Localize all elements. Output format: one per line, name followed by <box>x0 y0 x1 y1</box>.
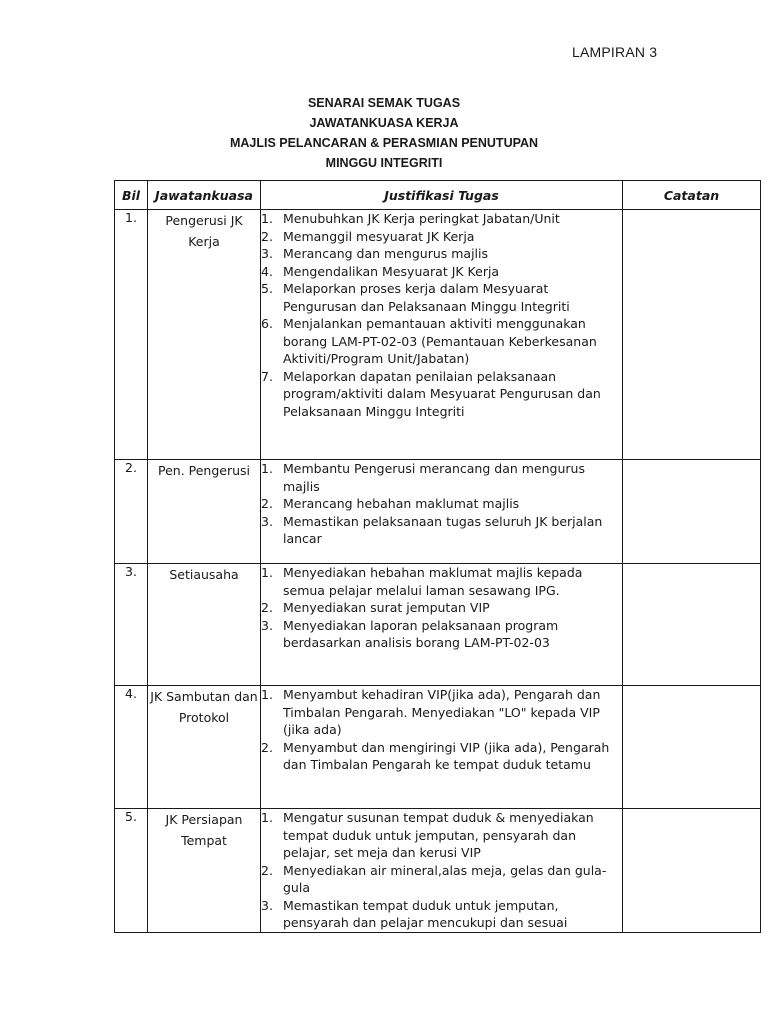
task-justification <box>261 210 623 460</box>
table-row <box>115 686 761 809</box>
row-number: 5. <box>115 809 148 933</box>
task-item: 1. Menyambut kehadiran VIP(jika ada), Pengarah dan Timbalan Pengarah. Menyediakan "LO" kepada VIP (jika ada) <box>261 687 601 737</box>
table-row <box>115 460 761 564</box>
row-number: 2. <box>115 460 148 564</box>
task-checklist-table <box>114 180 761 933</box>
task-item: 2. Menyambut dan mengiringi VIP (jika ada), Pengarah dan Timbalan Pengarah ke tempat duduk tetamu <box>261 739 610 772</box>
header-jawatankuasa: Jawatankuasa <box>148 181 261 210</box>
title-line-3: MAJLIS PELANCARAN & PERASMIAN PENUTUPAN <box>229 136 539 150</box>
task-justification <box>261 686 623 809</box>
notes-cell <box>623 210 761 460</box>
task-list <box>261 686 622 774</box>
task-item: 2. Merancang hebahan maklumat majlis <box>261 496 520 511</box>
task-item: 6. Menjalankan pemantauan aktiviti menggunakan borang LAM-PT-02-03 (Pemantauan Keberkesanan Aktiviti/Program Unit/Jabatan) <box>261 316 597 366</box>
row-number: 3. <box>115 564 148 686</box>
task-item: 3. Merancang dan mengurus majlis <box>261 246 489 261</box>
task-item: 3. Memastikan pelaksanaan tugas seluruh JK berjalan lancar <box>261 513 603 546</box>
task-item: 3. Menyediakan laporan pelaksanaan program berdasarkan analisis borang LAM-PT-02-03 <box>261 617 559 650</box>
task-item: 2. Menyediakan surat jemputan VIP <box>261 600 490 615</box>
task-item: 7. Melaporkan dapatan penilaian pelaksanaan program/aktiviti dalam Mesyuarat Pengurusan dan Pelaksanaan Minggu Integriti <box>261 368 601 419</box>
task-item: 2. Memanggil mesyuarat JK Kerja <box>261 228 475 244</box>
title-line-4: MINGGU INTEGRITI <box>325 156 443 170</box>
task-item: 2. Menyediakan air mineral,alas meja, gelas dan gula-gula <box>261 862 607 895</box>
notes-cell <box>623 686 761 809</box>
header-catatan: Catatan <box>623 181 761 210</box>
header-bil: Bil <box>115 181 148 210</box>
task-item: 1. Menubuhkan JK Kerja peringkat Jabatan/Unit <box>261 211 560 226</box>
table-row <box>115 809 761 933</box>
task-list <box>261 564 622 652</box>
title-line-2: JAWATANKUASA KERJA <box>309 116 459 130</box>
task-list <box>261 210 622 420</box>
notes-cell <box>623 460 761 564</box>
task-item: 1. Menyediakan hebahan maklumat majlis kepada semua pelajar melalui laman sesawang IPG. <box>261 565 583 598</box>
document-title <box>0 93 768 173</box>
task-justification <box>261 809 623 933</box>
appendix-label: LAMPIRAN 3 <box>572 44 658 60</box>
table-header-row <box>115 181 761 210</box>
row-number: 4. <box>115 686 148 809</box>
task-list <box>261 809 622 932</box>
notes-cell <box>623 564 761 686</box>
task-justification <box>261 460 623 564</box>
title-line-1: SENARAI SEMAK TUGAS <box>307 96 461 110</box>
notes-cell <box>623 809 761 933</box>
task-item: 1. Mengatur susunan tempat duduk & menyediakan tempat duduk untuk jemputan, pensyarah dan pelajar, set meja dan kerusi VIP <box>261 810 594 860</box>
table-row <box>115 564 761 686</box>
task-justification <box>261 564 623 686</box>
task-item: 5. Melaporkan proses kerja dalam Mesyuarat Pengurusan dan Pelaksanaan Minggu Integriti <box>261 281 570 314</box>
row-number: 1. <box>115 210 148 460</box>
committee-name: JK Sambutan dan Protokol <box>148 686 261 809</box>
task-item: 1. Membantu Pengerusi merancang dan mengurus majlis <box>261 461 585 494</box>
table-row <box>115 210 761 460</box>
header-justifikasi: Justifikasi Tugas <box>261 181 623 210</box>
task-list <box>261 460 622 548</box>
task-item: 4. Mengendalikan Mesyuarat JK Kerja <box>261 263 500 279</box>
committee-name: Pen. Pengerusi <box>148 460 261 564</box>
committee-name: JK Persiapan Tempat <box>148 809 261 933</box>
task-item: 3. Memastikan tempat duduk untuk jemputan, pensyarah dan pelajar mencukupi dan sesuai <box>261 897 568 930</box>
committee-name: Setiausaha <box>148 564 261 686</box>
committee-name: Pengerusi JK Kerja <box>148 210 261 460</box>
